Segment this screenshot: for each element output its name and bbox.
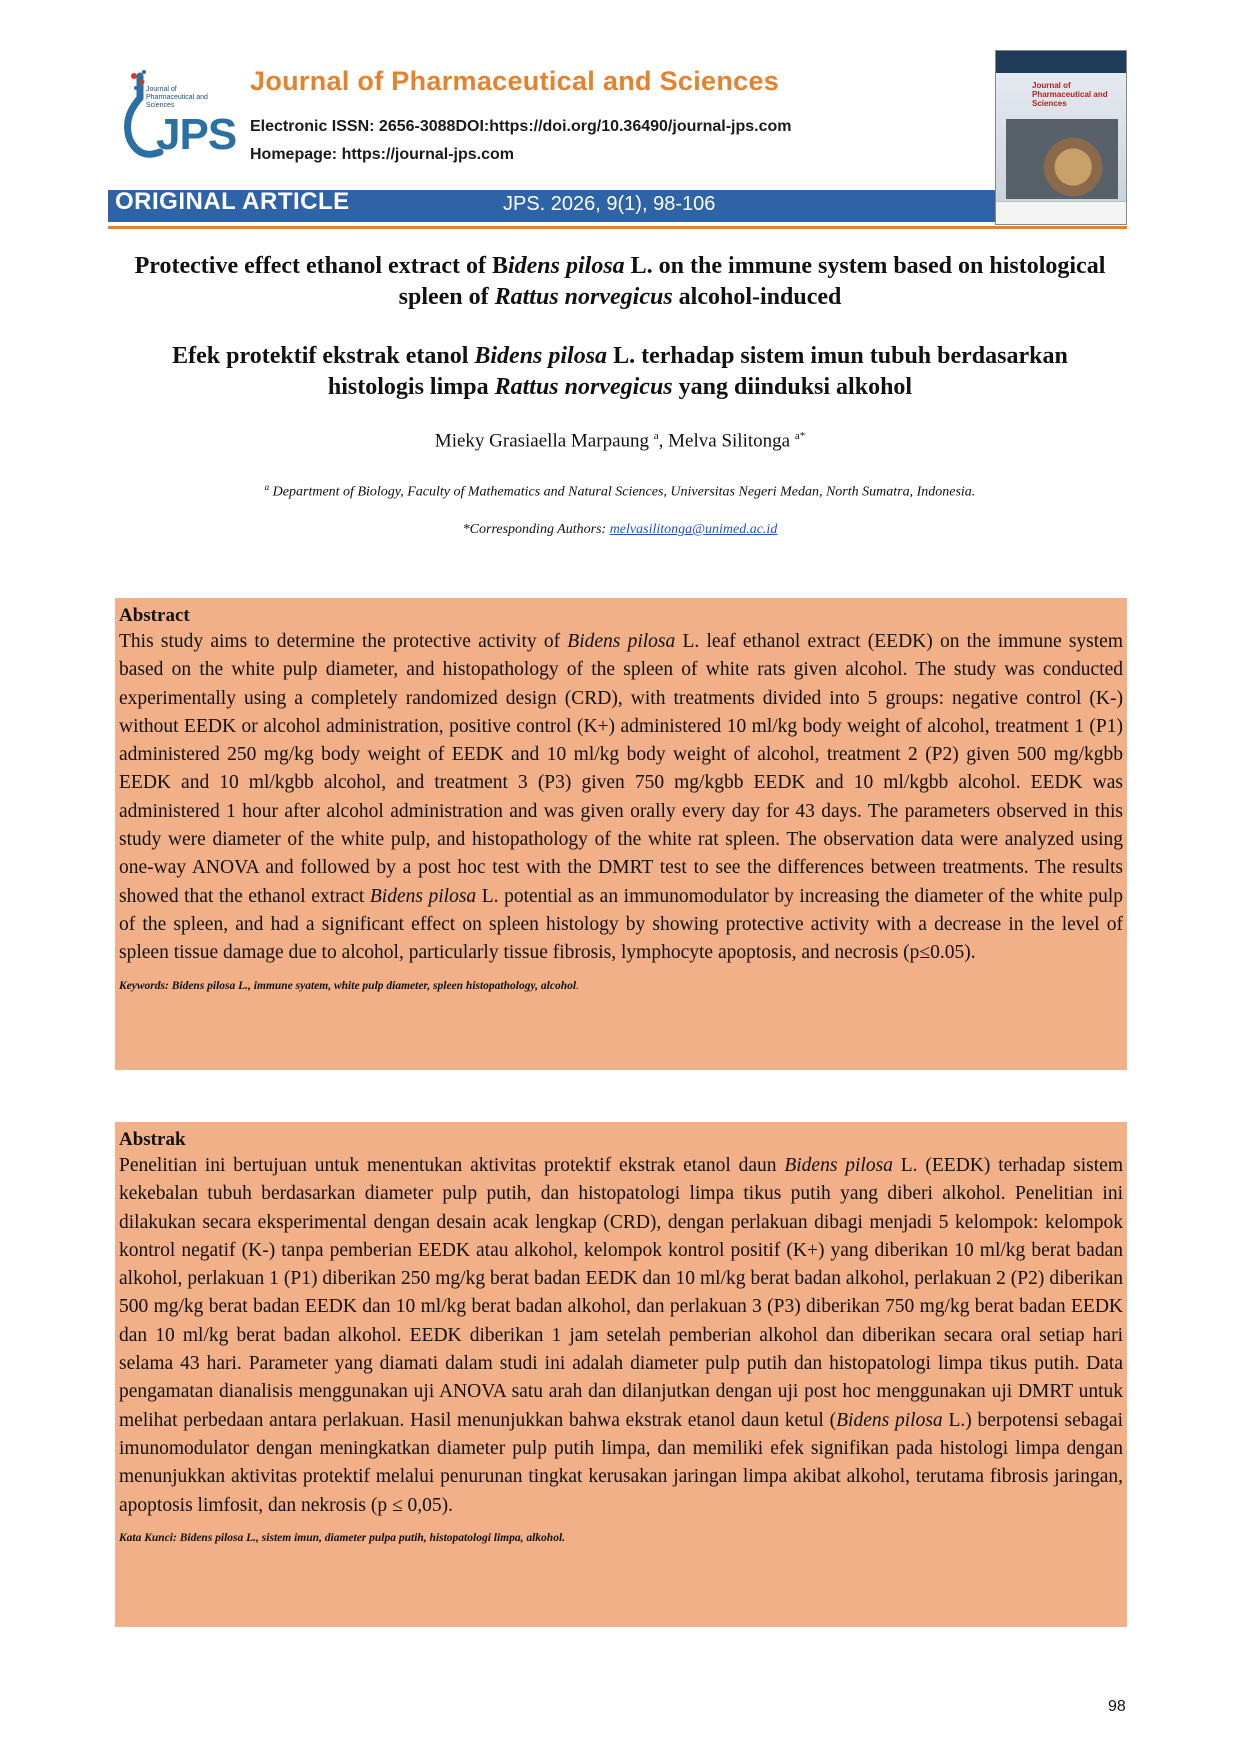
author-list: Mieky Grasiaella Marpaung $^a$, Melva Silitonga $^{a*}$: [434, 430, 806, 452]
abstract-box-indonesian: [115, 1122, 1127, 1627]
abstract-text: This study aims to determine the protective activity of Bidens pilosa L. leaf ethanol extract (EEDK) on the immune system based on the white pulp diameter, and histopathology of the spleen of white rats given alcohol. The study was conducted experimentally using a completely randomized design (CRD), with treatments divided into 5 groups: negative control (K-) without EEDK or alcohol administration, positive control (K+) administered 10 ml/kg body weight of alcohol, treatment 1 (P1) administered 250 mg/kg body weight of EEDK and 10 ml/kg body weight of alcohol, treatment 2 (P2) given 500 mg/kgbb EEDK and 10 ml/kgbb alcohol, and treatment 3 (P3) given 750 mg/kgbb EEDK and 10 ml/kgbb alcohol. EEDK was administered 1 hour after alcohol administration and was given orally every day for 43 days. The parameters observed in this study were diameter of the white pulp, and histopathology of the white rat spleen. The observation data were analyzed using one-way ANOVA and followed by a post hoc test with the DMRT test to see the differences between treatments. The results showed that the ethanol extract Bidens pilosa L. potential as an immunomodulator by increasing the diameter of the white pulp of the spleen, and had a significant effect on spleen histology by showing protective activity with a decrease in the level of spleen tissue damage due to alcohol, particularly tissue fibrosis, lymphocyte apoptosis, and necrosis (p≤0.05).: [119, 631, 1123, 964]
article-type-label: ORIGINAL ARTICLE: [115, 188, 350, 215]
page-number: 98: [1108, 1698, 1126, 1715]
issn-doi-line: Electronic ISSN: 2656-3088DOI:https://doi.org/10.36490/journal-jps.com: [250, 118, 792, 135]
author-name: Melva Silitonga: [668, 430, 791, 452]
keywords: Keywords: Bidens pilosa L., immune syatem, white pulp diameter, spleen histopathology, alcohol.: [119, 979, 579, 992]
abstract-heading: Abstract: [119, 605, 190, 626]
journal-cover-image: [995, 50, 1127, 225]
cover-title: Journal of Pharmaceutical and Sciences: [1032, 81, 1108, 108]
author-name: Mieky Grasiaella Marpaung: [434, 430, 650, 452]
abstract-box-english: [115, 598, 1127, 1070]
corresponding-author: *Corresponding Authors: melvasilitonga@unimed.ac.id: [462, 522, 778, 537]
article-title-indonesian: Efek protektif ekstrak etanol Bidens pilosa L. terhadap sistem imun tubuh berdasarkan histologis limpa Rattus norvegicus yang diinduksi alkohol: [172, 343, 1068, 400]
abstrak-heading: Abstrak: [119, 1129, 186, 1150]
abstrak-text: Penelitian ini bertujuan untuk menentukan aktivitas protektif ekstrak etanol daun Bidens pilosa L. (EEDK) terhadap sistem kekebalan tubuh berdasarkan diameter pulp putih, dan histopatologi limpa tikus putih yang diberi alkohol. Penelitian ini dilakukan secara eksperimental dengan desain acak lengkap (CRD), dengan perlakuan dibagi menjadi 5 kelompok: kelompok kontrol negatif (K-) tanpa pemberian EEDK atau alkohol, kelompok kontrol positif (K+) yang diberikan 10 ml/kg berat badan alkohol, perlakuan 1 (P1) diberikan 250 mg/kg berat badan EEDK dan 10 ml/kg berat badan alkohol, perlakuan 2 (P2) diberikan 500 mg/kg berat badan EEDK dan 10 ml/kg berat badan alkohol, dan perlakuan 3 (P3) diberikan 750 mg/kg berat badan EEDK dan 10 ml/kg berat badan alkohol. EEDK diberikan 1 jam setelah pemberian alkohol dan diberikan secara oral setiap hari selama 43 hari. Parameter yang diamati dalam studi ini adalah diameter pulp putih dan histopatologi limpa tikus putih. Data pengamatan dianalisis menggunakan uji ANOVA satu arah dan dilanjutkan dengan uji post hoc menggunakan uji DMRT untuk melihat perbedaan antara perlakuan. Hasil menunjukkan bahwa ekstrak etanol daun ketul (Bidens pilosa L.) berpotensi sebagai imunomodulator dengan meningkatkan diameter pulp putih limpa, dan memiliki efek signifikan pada histologi limpa dengan menunjukkan aktivitas protektif melalui penurunan tingkat kerusakan jaringan limpa akibat alkohol, terutama fibrosis jaringan, apoptosis limfosit, dan nekrosis (p ≤ 0,05).: [119, 1155, 1123, 1516]
homepage-line: Homepage: https://journal-jps.com: [250, 146, 515, 163]
corresponding-email-link[interactable]: melvasilitonga@unimed.ac.id: [609, 522, 778, 537]
article-title-english: Protective effect ethanol extract of Bidens pilosa L. on the immune system based on histological spleen of Rattus norvegicus alcohol-induced: [134, 253, 1106, 310]
kata-kunci: Kata Kunci: Bidens pilosa L., sistem imun, diameter pulpa putih, histopatologi limpa, alkohol.: [119, 1531, 566, 1544]
cover-header-band: [996, 51, 1126, 73]
logo-main-text: JPS: [156, 110, 237, 159]
logo-small-text: Journal of Pharmaceutical and Sciences: [146, 86, 208, 109]
cover-photo: [1006, 119, 1118, 199]
affiliation: $^a$ Department of Biology, Faculty of Mathematics and Natural Sciences, Universitas Negeri Medan, North Sumatra, Indonesia.: [264, 482, 976, 500]
citation-label: JPS. 2026, 9(1), 98-106: [503, 193, 716, 215]
journal-title: Journal of Pharmaceutical and Sciences: [250, 66, 780, 96]
header-divider: [108, 226, 1127, 229]
cover-footer: [996, 201, 1126, 224]
journal-logo: [112, 68, 237, 168]
